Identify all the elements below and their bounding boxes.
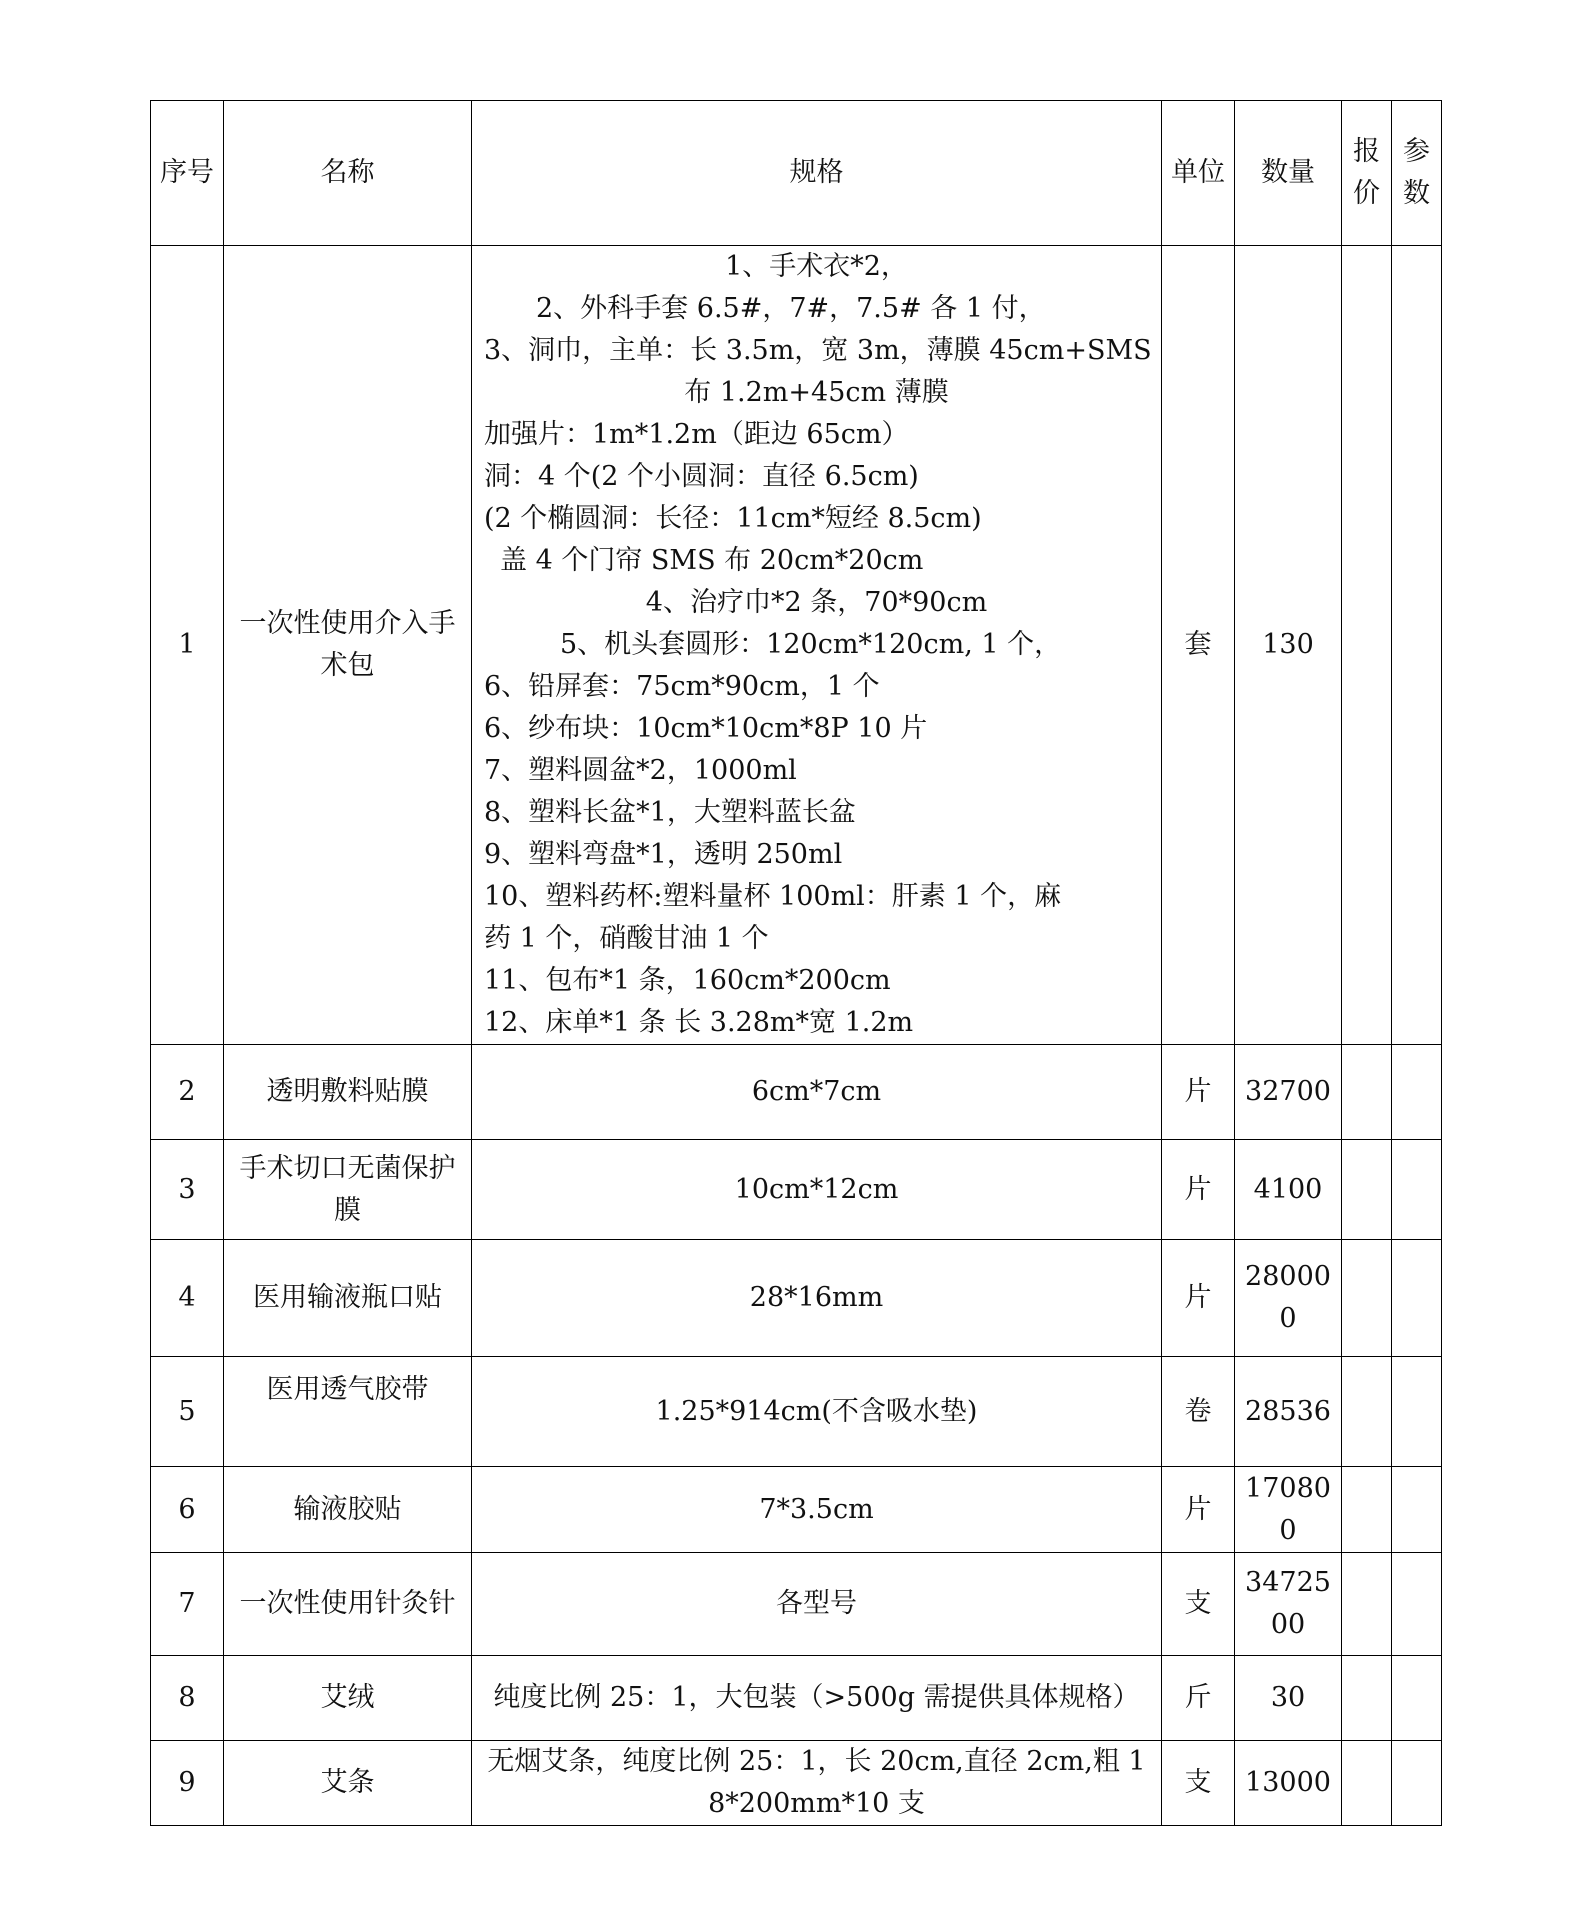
row-no: 7 (151, 1553, 224, 1656)
spec-line: 4、治疗巾*2 条，70*90cm (645, 587, 988, 618)
row-qty: 13000 (1235, 1741, 1342, 1826)
spec-line: (2 个椭圆洞：长径：11cm*短经 8.5cm) (484, 503, 982, 534)
spec-line: 3、洞巾，主单：长 3.5m，宽 3m，薄膜 45cm+SMS (484, 335, 1152, 366)
row-qty: 280000 (1235, 1240, 1342, 1357)
spec-line: 2、外科手套 6.5#，7#，7.5# 各 1 付， (536, 293, 1046, 324)
row-price (1342, 1140, 1392, 1240)
header-cell-unit: 单位 (1162, 101, 1235, 246)
row-unit: 片 (1162, 1045, 1235, 1140)
row-no: 1 (151, 246, 224, 1045)
row-name: 医用透气胶带 (224, 1357, 472, 1467)
row-spec: 各型号 (472, 1553, 1162, 1656)
row-no: 4 (151, 1240, 224, 1357)
spec-line: 9、塑料弯盘*1，透明 250ml (484, 839, 843, 870)
procurement-table (150, 100, 1442, 1826)
table-row (151, 1741, 1442, 1826)
row-unit: 支 (1162, 1553, 1235, 1656)
row-price (1342, 1741, 1392, 1826)
spec-line: 12、床单*1 条 长 3.28m*宽 1.2m (484, 1007, 914, 1038)
row-spec: 1.25*914cm(不含吸水垫) (472, 1357, 1162, 1467)
row-name: 艾条 (224, 1741, 472, 1826)
row-price (1342, 1045, 1392, 1140)
table-row (151, 1140, 1442, 1240)
table-row (151, 1656, 1442, 1741)
row-name: 输液胶贴 (224, 1467, 472, 1553)
row-param (1392, 246, 1442, 1045)
row-qty: 130 (1235, 246, 1342, 1045)
row-spec: 纯度比例 25：1，大包装（>500g 需提供具体规格） (472, 1656, 1162, 1741)
row-unit: 支 (1162, 1741, 1235, 1826)
row-unit: 片 (1162, 1140, 1235, 1240)
spec-line: 11、包布*1 条，160cm*200cm (484, 965, 891, 996)
row-param (1392, 1140, 1442, 1240)
row-qty: 28536 (1235, 1357, 1342, 1467)
spec-line: 1、手术衣*2， (725, 251, 908, 282)
spec-line: 7、塑料圆盆*2，1000ml (484, 755, 797, 786)
table-row (151, 1357, 1442, 1467)
row-param (1392, 1240, 1442, 1357)
spec-line: 6、铅屏套：75cm*90cm，1 个 (484, 671, 880, 702)
table-row (151, 1467, 1442, 1553)
row-param (1392, 1357, 1442, 1467)
table-row (151, 246, 1442, 1045)
table-row (151, 1240, 1442, 1357)
row-no: 8 (151, 1656, 224, 1741)
row-spec: 6cm*7cm (472, 1045, 1162, 1140)
row-name: 医用输液瓶口贴 (224, 1240, 472, 1357)
row-param (1392, 1045, 1442, 1140)
row-name: 一次性使用针灸针 (224, 1553, 472, 1656)
spec-line: 药 1 个，硝酸甘油 1 个 (484, 923, 769, 954)
row-unit: 片 (1162, 1467, 1235, 1553)
row-price (1342, 1357, 1392, 1467)
row-spec: 28*16mm (472, 1240, 1162, 1357)
spec-line: 盖 4 个门帘 SMS 布 20cm*20cm (500, 545, 924, 576)
row-name: 透明敷料贴膜 (224, 1045, 472, 1140)
row-unit: 斤 (1162, 1656, 1235, 1741)
spec-line: 8、塑料长盆*1，大塑料蓝长盆 (484, 797, 856, 828)
row-unit: 片 (1162, 1240, 1235, 1357)
row-no: 2 (151, 1045, 224, 1140)
row-spec (472, 246, 1162, 1045)
row-param (1392, 1553, 1442, 1656)
row-name: 手术切口无菌保护膜 (224, 1140, 472, 1240)
spec-line: 10、塑料药杯:塑料量杯 100ml：肝素 1 个，麻 (484, 881, 1062, 912)
spec-line: 布 1.2m+45cm 薄膜 (684, 377, 949, 408)
row-price (1342, 1553, 1392, 1656)
header-row (151, 101, 1442, 246)
row-no: 9 (151, 1741, 224, 1826)
row-qty: 170800 (1235, 1467, 1342, 1553)
row-name: 一次性使用介入手术包 (224, 246, 472, 1045)
row-unit: 卷 (1162, 1357, 1235, 1467)
row-param (1392, 1656, 1442, 1741)
row-price (1342, 246, 1392, 1045)
row-price (1342, 1240, 1392, 1357)
row-no: 6 (151, 1467, 224, 1553)
spec-line: 洞：4 个(2 个小圆洞：直径 6.5cm) (484, 461, 919, 492)
row-name: 艾绒 (224, 1656, 472, 1741)
row-qty: 30 (1235, 1656, 1342, 1741)
header-cell-name: 名称 (224, 101, 472, 246)
row-param (1392, 1467, 1442, 1553)
row-no: 3 (151, 1140, 224, 1240)
header-cell-spec: 规格 (472, 101, 1162, 246)
spec-line: 5、机头套圆形：120cm*120cm, 1 个， (560, 629, 1062, 660)
header-cell-qty: 数量 (1235, 101, 1342, 246)
row-spec: 10cm*12cm (472, 1140, 1162, 1240)
row-unit: 套 (1162, 246, 1235, 1045)
row-qty: 3472500 (1235, 1553, 1342, 1656)
spec-line: 加强片：1m*1.2m（距边 65cm） (484, 419, 909, 450)
table-row (151, 1553, 1442, 1656)
row-price (1342, 1467, 1392, 1553)
row-spec: 7*3.5cm (472, 1467, 1162, 1553)
row-spec: 无烟艾条，纯度比例 25：1，长 20cm,直径 2cm,粗 18*200mm*10 支 (472, 1741, 1162, 1826)
row-param (1392, 1741, 1442, 1826)
header-cell-param: 参数 (1392, 101, 1442, 246)
spec-line: 6、纱布块：10cm*10cm*8P 10 片 (484, 713, 928, 744)
row-no: 5 (151, 1357, 224, 1467)
header-cell-no: 序号 (151, 101, 224, 246)
table-row (151, 1045, 1442, 1140)
row-qty: 4100 (1235, 1140, 1342, 1240)
row-qty: 32700 (1235, 1045, 1342, 1140)
row-price (1342, 1656, 1392, 1741)
header-cell-price: 报价 (1342, 101, 1392, 246)
